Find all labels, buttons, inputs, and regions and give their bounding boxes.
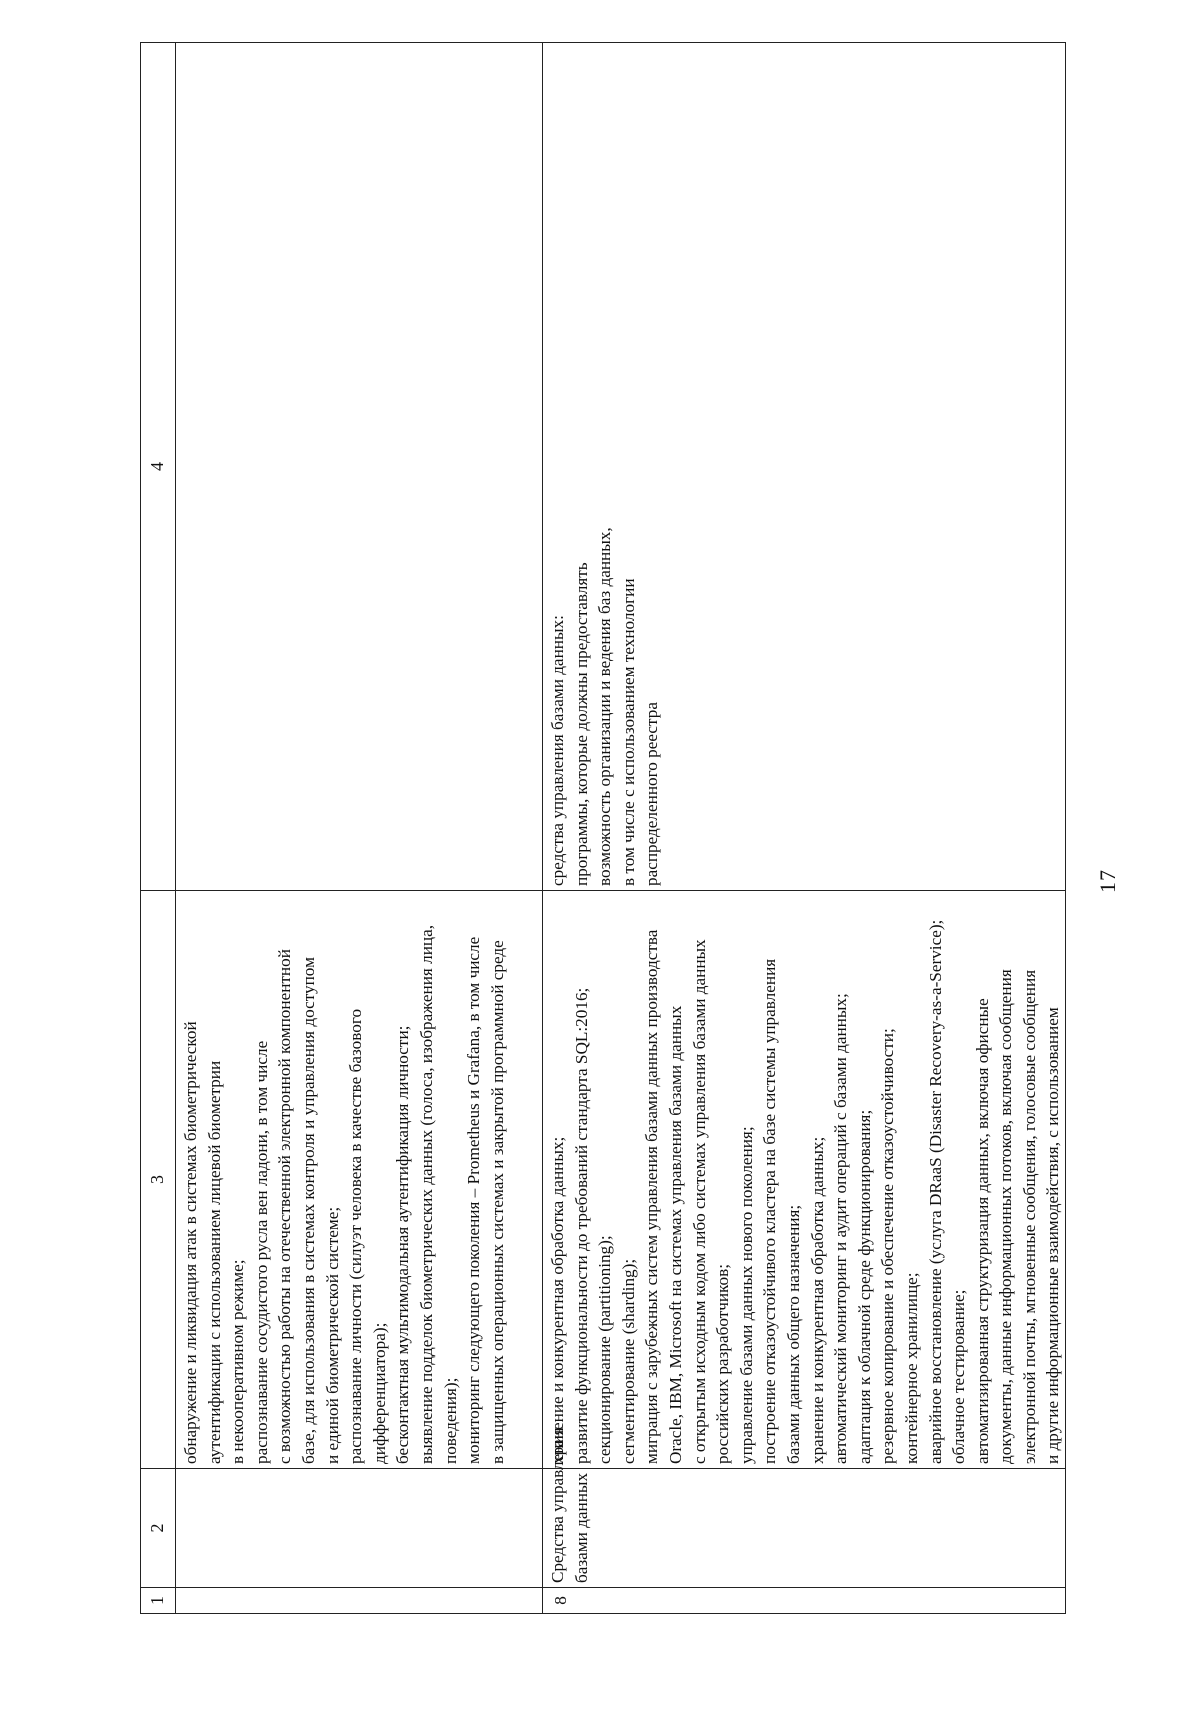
header-col-1: 1	[141, 1588, 176, 1614]
cell-number	[176, 1588, 543, 1614]
feature-line: выявление подделок биометрических данных (голоса, изображения лица,	[416, 924, 436, 1464]
page-number: 17	[1095, 869, 1120, 893]
feature-line: бесконтактная мультимодальная аутентификация личности;	[393, 1025, 413, 1464]
feature-line: облачное тестирование;	[949, 1289, 969, 1464]
feature-line: мониторинг следующего поколения – Prometheus и Grafana, в том числе	[464, 936, 484, 1464]
feature-line: поведения);	[440, 1377, 460, 1464]
description-line: распределенного реестра	[642, 702, 662, 886]
feature-line: базами данных общего назначения;	[783, 1204, 803, 1464]
feature-line: управление базами данных нового поколения;	[736, 1126, 756, 1464]
cell-features	[543, 891, 1066, 1469]
feature-line: секционирование (partitioning);	[595, 1235, 615, 1464]
description-line: возможность организации и ведения баз данных,	[595, 527, 615, 886]
feature-line: обнаружение и ликвидация атак в системах биометрической	[181, 1021, 200, 1464]
feature-line: аутентификации с использованием лицевой биометрии	[204, 1060, 224, 1464]
feature-line: хранение и конкурентная обработка данных;	[548, 1136, 567, 1464]
cell-description	[543, 43, 1066, 891]
description-line: программы, которые должны предоставлять	[571, 562, 591, 886]
description-line: в том числе с использованием технологии	[618, 578, 638, 886]
feature-line: аварийное восстановление (услуга DRaaS (Disaster Recovery-as-a-Service);	[925, 919, 945, 1464]
table-row-8	[543, 43, 1066, 1614]
feature-line: резервное копирование и обеспечение отказоустойчивости;	[878, 1028, 898, 1464]
feature-line: российских разработчиков;	[713, 1264, 733, 1464]
cell-features	[176, 891, 543, 1469]
feature-line: в защищенных операционных системах и закрытой программной среде	[487, 940, 507, 1464]
feature-line: распознавание сосудистого русла вен ладони, в том числе	[251, 1040, 271, 1464]
feature-line: в некооперативном режиме;	[228, 1259, 248, 1464]
feature-line: с возможностью работы на отечественной электронной компонентной	[275, 949, 295, 1464]
category-line: Средства управления	[548, 1427, 567, 1583]
cell-category	[176, 1469, 543, 1588]
cell-category	[543, 1427, 1066, 1588]
feature-line: электронной почты, мгновенные сообщения, голосовые сообщения	[1019, 969, 1039, 1464]
feature-line: и единой биометрической системе;	[322, 1206, 342, 1464]
header-col-2: 2	[141, 1469, 176, 1588]
feature-line: контейнерное хранилище;	[901, 1272, 921, 1464]
feature-line: миграция с зарубежных систем управления базами данных производства	[642, 929, 662, 1464]
requirements-table	[140, 42, 1066, 1614]
table-row-continued	[176, 43, 543, 1614]
category-line: базами данных	[571, 1472, 591, 1583]
feature-line: Oracle, IBM, Microsoft на системах управления базами данных	[665, 1005, 685, 1464]
feature-line: и другие информационные взаимодействия, с использованием	[1043, 1007, 1063, 1464]
feature-line: с открытым исходным кодом либо системах управления базами данных	[689, 939, 709, 1464]
feature-line: дифференциатора);	[369, 1322, 389, 1464]
feature-line: распознавание личности (силуэт человека в качестве базового	[346, 1008, 366, 1464]
feature-line: адаптация к облачной среде функционирования;	[854, 1109, 874, 1464]
table-header-row	[141, 43, 176, 1614]
header-col-3: 3	[141, 891, 176, 1469]
feature-line: хранение и конкурентная обработка данных;	[807, 1136, 827, 1464]
feature-line: автоматический мониторинг и аудит операций с базами данных;	[831, 993, 851, 1464]
feature-line: построение отказоустойчивого кластера на базе системы управления	[760, 958, 780, 1464]
cell-description	[176, 43, 543, 891]
feature-line: документы, данные информационных потоков, включая сообщения	[996, 969, 1016, 1464]
feature-line: развитие функциональности до требований стандарта SQL:2016;	[571, 987, 591, 1464]
feature-line: автоматизированная структуризация данных, включая офисные	[972, 998, 992, 1464]
description-line: средства управления базами данных:	[548, 615, 567, 886]
cell-number: 8	[543, 1588, 1066, 1614]
feature-line: базе, для использования в системах контроля и управления доступом	[298, 957, 318, 1464]
feature-line: сегментирование (sharding);	[618, 1258, 638, 1464]
header-col-4: 4	[141, 43, 176, 891]
